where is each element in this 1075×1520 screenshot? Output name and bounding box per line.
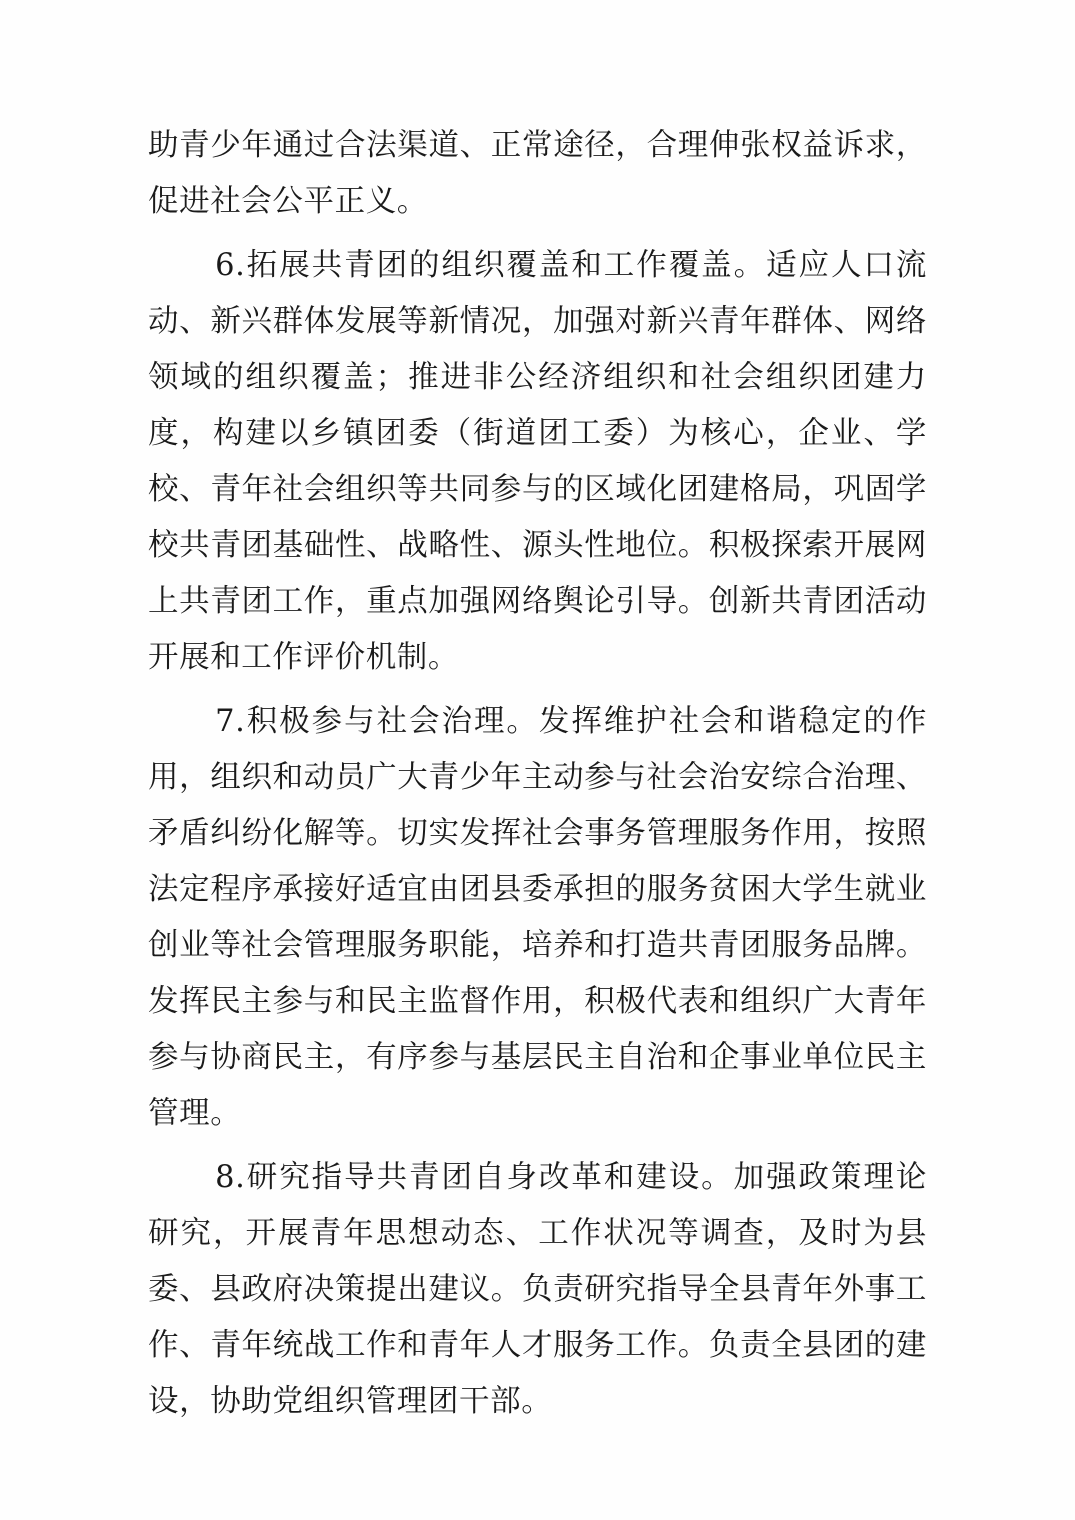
paragraph-item-7: 7.积极参与社会治理。发挥维护社会和谐稳定的作用，组织和动员广大青少年主动参与社会治安综合治理、矛盾纠纷化解等。切实发挥社会事务管理服务作用，按照法定程序承接好适宜由团县委承担的服务贫困大学生就业创业等社会管理服务职能，培养和打造共青团服务品牌。发挥民主参与和民主监督作用，积极代表和组织广大青年参与协商民主，有序参与基层民主自治和企事业单位民主管理。 (148, 704, 927, 1131)
paragraph-item-8: 8.研究指导共青团自身改革和建设。加强政策理论研究，开展青年思想动态、工作状况等调查，及时为县委、县政府决策提出建议。负责研究指导全县青年外事工作、青年统战工作和青年人才服务工作。负责全县团的建设，协助党组织管理团干部。 (148, 1160, 927, 1419)
paragraph-continued: 助青少年通过合法渠道、正常途径，合理伸张权益诉求，促进社会公平正义。 (148, 128, 927, 219)
paragraph-item-6: 6.拓展共青团的组织覆盖和工作覆盖。适应人口流动、新兴群体发展等新情况，加强对新兴青年群体、网络领域的组织覆盖；推进非公经济组织和社会组织团建力度，构建以乡镇团委（街道团工委）为核心，企业、学校、青年社会组织等共同参与的区域化团建格局，巩固学校共青团基础性、战略性、源头性地位。积极探索开展网上共青团工作，重点加强网络舆论引导。创新共青团活动开展和工作评价机制。 (148, 248, 927, 675)
document-body (148, 118, 927, 1430)
